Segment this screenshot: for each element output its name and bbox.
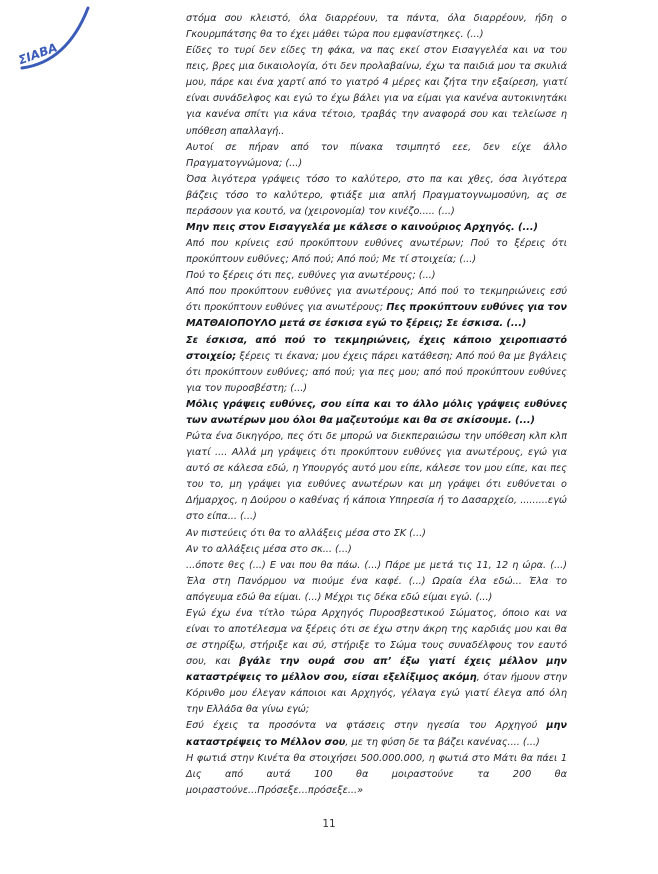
- paragraph: [186, 718, 567, 750]
- stamp-seal: [0, 0, 102, 86]
- paragraph: Είδες το τυρί δεν είδες τη φάκα, να πας εκεί στον Εισαγγελέα και να του πεις, βρες μια δικαιολογία, ότι δεν προλαβαίνω, έχω τα παιδιά μου τα σκυλιά μου, πάρε και ένα χαρτί από το γιατρό 4 μέρες και ζήτα την εξαίρεση, γιατί είναι συνάδελφος και εγώ το έχω βάλει για να είμαι για κανένα αυτοκινητάκι για κανένα σπίτι για κάνα τέτοιο, τραβάς την αναφορά σου και τελείωσε η υπόθεση απαλλαγή..: [186, 45, 567, 137]
- paragraph: Πού το ξέρεις ότι πες, ευθύνες για ανωτέρους; (...): [186, 270, 436, 282]
- bold-run: μην καταστρέψεις το Μέλλον σου: [186, 720, 567, 748]
- paragraph: Όσα λιγότερα γράψεις τόσο το καλύτερο, στο πα και χθες, όσα λιγότερα βάζεις τόσο το καλύτερο, φτιάξε μια απλή Πραγματογνωμοσύνη, ας σε περάσουν για κουτό, να (χειρονομία) τον κινέζο..... (...): [186, 173, 567, 217]
- paragraph: ...όποτε θες (...) Ε ναι που θα πάω. (...) Πάρε με μετά τις 11, 12 η ώρα. (...) Έλα στη Πανόρμου να πιούμε ένα καφέ. (...) Ωραία έλα εδώ... Έλα το απόγευμα εδώ θα είμαι. (...) Μέχρι τις δέκα εδώ είμαι εγώ. (...): [186, 559, 567, 603]
- document-body: [186, 11, 567, 799]
- text-run: Εσύ έχεις τα προσόντα να φτάσεις στην ηγεσία του Αρχηγού: [186, 720, 547, 732]
- paragraph: Αυτοί σε πήραν από τον πίνακα τσιμπητό εεε, δεν είχε άλλο Πραγματογνώμονα; (...): [186, 141, 567, 169]
- text-run: , με τη φύση δε τα βάζει κανένας.... (...): [345, 736, 540, 748]
- bold-quote: Μόλις γράψεις ευθύνες, σου είπα και το άλλο μόλις γράψεις ευθύνες των ανωτέρων μου όλοι θα μαζευτούμε και θα σε σκίσουμε. (...): [186, 398, 567, 426]
- paragraph: [186, 333, 567, 397]
- text-run: Εγώ έχω ένα τίτλο τώρα Αρχηγός Πυροσβεστικού Σώματος, όποιο και να είναι το αποτέλεσμα να ξέρεις ότι σε έχω στην άκρη της καρδιάς μου και θα σε στηρίξω, στήριξε και σύ, στήριξε το Σώμα τους συναδέλφους τον εαυτό σου, και: [186, 607, 567, 668]
- text-run: , όταν ήμουν στην Κόρινθο μου έλεγαν κάποιοι και Αρχηγός, γέλαγα εγώ γιατί έλεγα από όλη την Ελλάδα θα γίνω εγώ;: [186, 672, 567, 716]
- paragraph: Ρώτα ένα δικηγόρο, πες ότι δε μπορώ να διεκπεραιώσω την υπόθεση κλπ κλπ γιατί .... Αλλά μη γράψεις ότι προκύπτουν ευθύνες για ανωτέρους, εγώ για αυτό σε κάλεσα εδώ, η Υπουργός αυτό μου είπε, κάλεσε τον μου είπε, και πες του το, μη γράψει για ευθύνες ανωτέρων και μη γράψει ότι ευθύνεται ο Δήμαρχος, η Δούρου ο καθένας ή κάποια Υπηρεσία ή το Δασαρχείο, .........εγώ στο είπα... (...): [186, 431, 567, 523]
- paragraph: Αν το αλλάξεις μέσα στο σκ... (...): [186, 543, 352, 555]
- bold-run: Πες προκύπτουν ευθύνες για τον ΜΑΤΘΑΙΟΠΟΥΛΟ μετά σε έσκισα εγώ το ξέρεις; Σε έσκισα. (...): [186, 302, 567, 330]
- stamp-text: ΣΙΑΒΑ: [16, 40, 60, 68]
- paragraph: Η φωτιά στην Κινέτα θα στοιχήσει 500.000.000, η φωτιά στο Μάτι θα πάει 1 Δις από αυτά 100 θα μοιραστούνε τα 200 θα μοιραστούνε...Πρόσεξε...πρόσεξε...»: [186, 752, 567, 796]
- text-run: Από που προκύπτουν ευθύνες για ανωτέρους; Από πού το τεκμηριώνεις εσύ ότι προκύπτουν ευθύνες για ανωτέρους;: [186, 286, 567, 314]
- paragraph: [186, 606, 567, 719]
- text-run: ξέρεις τι έκανα; μου έχεις πάρει κατάθεση; Από πού θα με βγάλεις ότι προκύπτουν ευθύνες; από πού; για πες μου; από πού προκύπτουν ευθύνες για τον πυροσβέστη; (...): [186, 350, 567, 394]
- paragraph: στόμα σου κλειστό, όλα διαρρέουν, τα πάντα, όλα διαρρέουν, ήδη ο Γκουρμπάτσης θα το έχει μάθει τώρα που εμφανίστηκες. (...): [186, 13, 567, 41]
- bold-run: Σε έσκισα, από πού το τεκμηριώνεις, έχεις κάποιο χειροπιαστό στοιχείο;: [186, 334, 567, 362]
- bold-quote: Μην πεις στον Εισαγγελέα με κάλεσε ο καινούριος Αρχηγός. (...): [186, 222, 538, 234]
- page-number: 11: [322, 818, 336, 830]
- paragraph: [186, 284, 567, 332]
- paragraph: Από που κρίνεις εσύ προκύπτουν ευθύνες ανωτέρων; Πού το ξέρεις ότι προκύπτουν ευθύνες; Από πού; Από πού; Με τί στοιχεία; (...): [186, 238, 567, 266]
- paragraph: Αν πιστεύεις ότι θα το αλλάξεις μέσα στο ΣΚ (...): [186, 527, 426, 539]
- bold-run: βγάλε την ουρά σου απ’ έξω γιατί έχεις μέλλον μην καταστρέψεις το μέλλον σου, είσαι εξελίξιμος ακόμη: [186, 656, 567, 684]
